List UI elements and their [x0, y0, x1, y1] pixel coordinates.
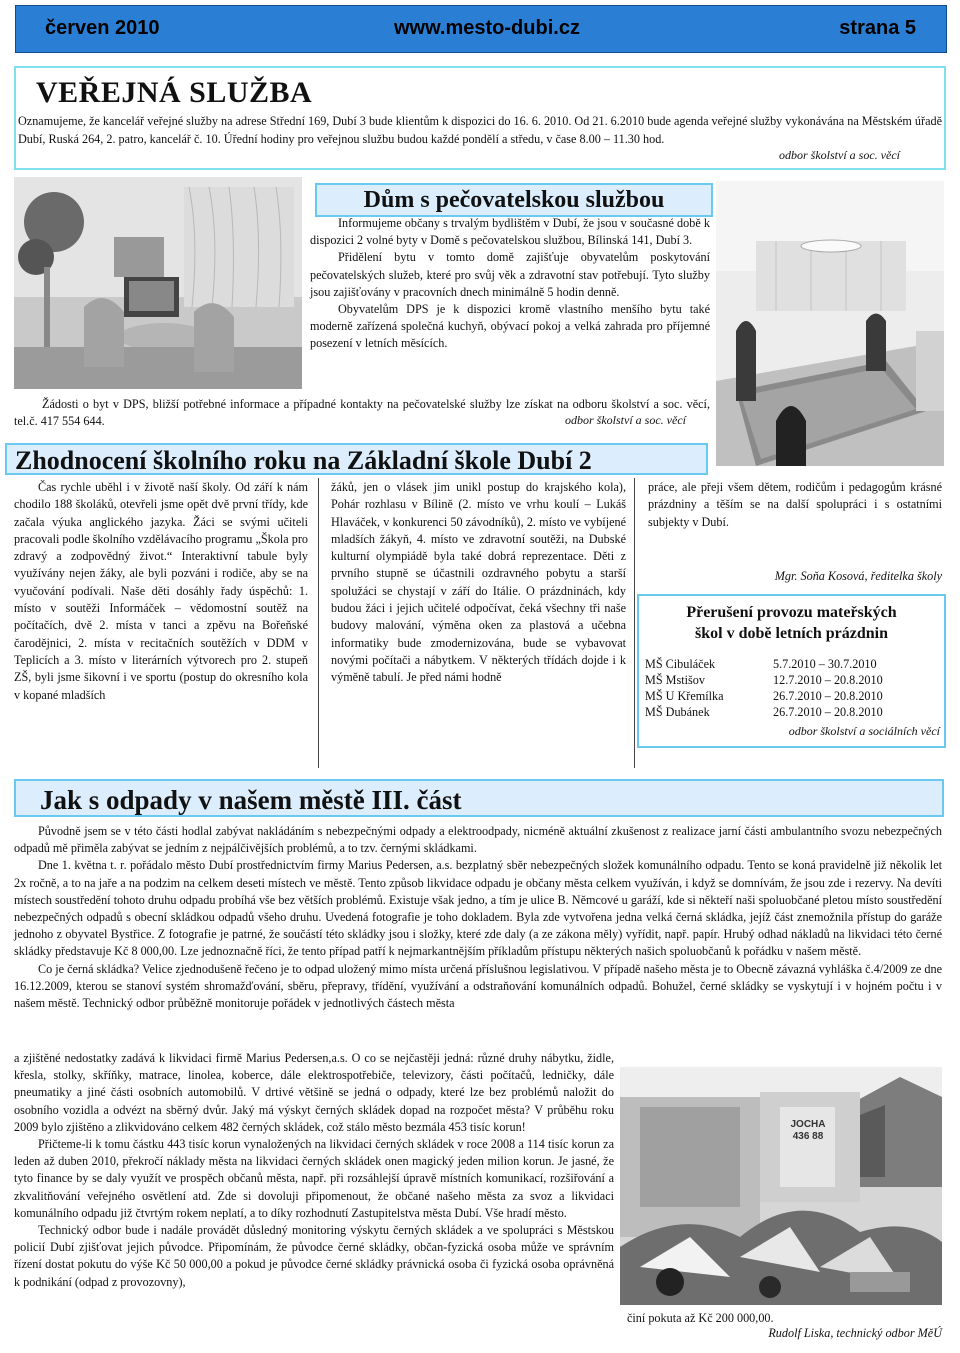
odpady-paragraph-3a: Co je černá skládka? Velice zjednodušeně řečeno je to odpad uložený mimo místa určená příslušnou legislativou. V případě našeho města je to Obecně závazná vyhláška č.4/2009 ze dne 16.12.2009, kterou se stanoví systém shromažďování, sběru, přepravy, třídění, využívání a odstraňování komunálních odpadů. Bohužel, černé skládky se vyskytují i v hojném počtu i v našem městě. Technický odbor průběžně monitoruje pořádek v jednotlivých částech města: [14, 961, 942, 1011]
school-title: [5, 443, 708, 475]
dps-paragraph-2: Přidělení bytu v tomto domě zajišťuje obyvatelům poskytování pečovatelských služeb, které pro svůj věk a zdravotní stav potřebují. Tyto služby jsou zajišťovány v pracovních dnech minimálně 5 hodin denně.: [310, 250, 710, 299]
ms-signature: odbor školství a sociálních věcí: [788, 724, 940, 738]
odpady-paragraph-3b: a zjištěné nedostatky zadává k likvidaci firmě Marius Pedersen,a.s. O co se nejčastěji jedná: různé druhy nábytku, židle, křesla, stolky, skříňky, matrace, linolea, koberce, dále elektrospotřebiče, televizory, části počítačů, ledničky, dále pneumatiky a jiné části osobních automobilů. V drtivé většině se jedná o odpady, které lze bez problémů naložit do osobního vozidla a odvézt na sběrný dvůr. Jaký má výskyt černých skládek dopad na rozpočet města? V průběhu roku 2009 bylo zjištěno a zlikvidováno celkem 482 černých skládek, což stálo město bezmála 453 tisíc korun!: [14, 1051, 614, 1134]
website-url[interactable]: www.mesto-dubi.cz: [394, 17, 580, 39]
ms-name: MŠ Dubánek: [645, 705, 710, 719]
odpady-title: [14, 779, 944, 817]
school-column-2: žáků, jen o vlásek jim unikl postup do krajského kola), Pohár rozhlasu v Bílině (2. místo ve vrhu koulí – Lukáš Hlaváček, v konkurenci 50 závodníků), 2. místo ve vybíjené mladších žákyň, 4. místo ve zdravotní soutěži, na Dubské kulturní olympiádě byla také dobrá reprezentace. Děti z prvního stupně se účastnili ozdravného pobytu a starší spolužáci se chystají v září do Itálie. O prázdninách, kdy budou žáci i jejich učitelé odpočívat, čeká všechny tři naše budovy malování, výměna oken za plastová a učebna informatiky bude zmodernizována, bude se vybavovat novými počítači a nábytkem. V některých třídách dojde i k výměně tabulí. Je před námi hodně: [331, 480, 626, 685]
column-divider: [318, 478, 319, 768]
illegal-dump-photo: [620, 1067, 942, 1305]
odpady-body-top: [14, 823, 942, 1012]
garage-sign: JOCHA 436 88: [790, 1119, 826, 1142]
table-row: [645, 688, 887, 704]
page-number: strana 5: [839, 17, 916, 39]
ms-name: MŠ Mstišov: [645, 673, 705, 687]
dps-title-text: Dům s pečovatelskou službou: [363, 187, 665, 213]
dps-room-photo: [14, 177, 302, 389]
ms-dates: 12.7.2010 – 20.8.2010: [773, 673, 883, 687]
school-column-3: práce, ale přeji všem dětem, rodičům i pedagogům krásné prázdniny a těším se na další spolupráci i s ostatními subjekty v Dubí.: [648, 480, 942, 529]
school-title-text: Zhodnocení školního roku na Základní škole Dubí 2: [15, 446, 592, 475]
odpady-signature: Rudolf Liska, technický odbor MěÚ: [768, 1326, 942, 1340]
odpady-paragraph-4: Přičteme-li k tomu částku 443 tisíc korun vynaložených na likvidaci černých skládek v roce 2008 a 114 tisíc korun za leden až duben 2010, překročí náklady města na likvidaci černých skládek onen magický jeden milion korun. Je jasné, že tyto finance by se daly využít ve prospěch občanů města, např. při rozsáhlejší úpravě místních komunikací, rozšiřování a zkvalitňování veřejného osvětlení atd. Zde si dovoluji připomenout, že občané našeho města za svoz a likvidaci komunálního odpadu již čtvrtým rokem neplatí, a to díky rozhodnutí Zastupitelstva města Dubí. Vše hradí město.: [14, 1137, 614, 1220]
column-divider-2: [634, 478, 635, 768]
odpady-paragraph-1: Původně jsem se v této části hodlal zabývat nakládáním s nebezpečnými odpady a elektroodpady, nicméně aktuální zkušenost z realizace jarní části ambulantního svozu nebezpečných odpadů mě přiměla zabývat se jedním z nejpálčivějších problémů, a to tzv. černými skládkami.: [14, 824, 942, 856]
dps-dining-photo: [716, 181, 944, 466]
odpady-title-text: Jak s odpady v našem městě III. část: [40, 785, 462, 815]
dps-paragraph-3: Obyvatelům DPS je k dispozici kromě vlastního menšího bytu také moderně zařízená společná kuchyň, obývací pokoj a velká zahrada pro příjemné posezení v letních měsících.: [310, 302, 710, 351]
odpady-body-left: [14, 1050, 614, 1291]
ms-name: MŠ U Křemílka: [645, 689, 724, 703]
verejna-sluzba-text: Oznamujeme, že kancelář veřejné služby na adrese Střední 169, Dubí 3 bude klientům k dispozici do 16. 6. 2010. Od 21. 6.2010 bude agenda veřejné služby vykonávána na Městském úřadě Dubí, Ruská 264, 2. patro, kancelář č. 10. Úřední hodiny pro veřejnou službu budou každé pondělí a středu, v čase 8.00 – 11.30 hod.: [18, 114, 942, 146]
odpady-paragraph-5b: činí pokuta až Kč 200 000,00.: [627, 1311, 774, 1325]
verejna-sluzba-signature: odbor školství a soc. věcí: [779, 148, 900, 162]
verejna-sluzba-title: VEŘEJNÁ SLUŽBA: [36, 76, 313, 109]
table-row: [645, 672, 887, 688]
odpady-paragraph-5a: Technický odbor bude i nadále provádět důsledný monitoring výskytu černých skládek a ve spolupráci s Městskou policií Dubí zjišťovat jejich původce. Připomínám, že původce černé skládky, občan-fyzická osoba může ve správním řízení dostat pokutu do výše Kč 50 000,00 a pokud je původce černé skládky právnická osoba či fyzická osoba oprávněná k podnikání (odpad z provozovny),: [14, 1223, 614, 1289]
odpady-paragraph-2: Dne 1. května t. r. pořádalo město Dubí prostřednictvím firmy Marius Pedersen, a.s. bezplatný sběr nebezpečných složek komunálního odpadu. Tento se koná pravidelně již několik let 2x ročně, a to na jaře a na podzim na celkem deseti místech ve městě. Tento způsob likvidace odpadu je občany města celkem využíván, i když se domnívám, že jsou zde i rezervy. Na devíti místech soustředění tohoto druhu odpadu probíhá vše bez větších problémů. Existuje však jedno, a tím je ulice B. Němcové u garáží, kde si někteří naši spoluobčané pletou místo soustředění nebezpečných odpadů s obecní skládkou odpadů všeho druhu. Uvedená fotografie je toho dokladem. Byla zde vytvořena jedna velká černá skládka, jejíž část znemožnila přístup do garáže jednoho z obyvatel Bystřice. Z fotografie je patrné, že součástí této skládky jsou i složky, které zde daly (a ze zákona měly) vyřídit, např. papír. Hrubý odhad nákladů na likvidaci této černé skládky představuje Kč 8 000,00. Lze jednoznačně říci, že tento případ patří k nejmarkantnějším příkladům přístupu některých našich spoluobčanů k pořádku v našem městě.: [14, 858, 942, 959]
school-signature: Mgr. Soňa Kosová, ředitelka školy: [774, 569, 942, 583]
ms-closure-box: [637, 594, 946, 748]
ms-name: MŠ Cibuláček: [645, 657, 716, 671]
dps-signature: odbor školství a soc. věcí: [565, 413, 686, 427]
ms-dates: 5.7.2010 – 30.7.2010: [773, 657, 877, 671]
ms-dates: 26.7.2010 – 20.8.2010: [773, 689, 883, 703]
page-header: [15, 5, 947, 53]
table-row: [645, 704, 887, 720]
dps-body: [310, 215, 710, 353]
school-column-1: Čas rychle uběhl i v životě naší školy. Od září k nám chodilo 188 školáků, otevřeli jsme opět dvě první třídy, kde začala výuka anglického jazyka. Žáci se svými učiteli pracovali podle školního vzdělávacího programu „Škola pro zdravý a zodpovědný život.“ Interaktivní tabule byly využívány nejen žáky, ale byli pozváni i rodiče, aby se na vyučování podívali. Naše děti dosáhly řady úspěchů: 1. místo v soutěži Informáček – vědomostní soutěž na počítačích, dvě 2. místa v tanci a zpěvu na Bořeňské čarodějnici, 2. místa v recitačních soutěžích v DDM v Teplicích a 3. místo v literárních výtvorech pro 2. stupeň ZŠ, byli jsme šikovní i ve sportu (postup do okresního kola v kopané mladších: [14, 480, 308, 702]
table-row: [645, 656, 887, 672]
issue-date: červen 2010: [45, 17, 160, 39]
ms-title-line-2: škol v době letních prázdnin: [695, 625, 888, 642]
ms-closure-table: [645, 656, 887, 720]
dps-paragraph-1: Informujeme občany s trvalým bydlištěm v Dubí, že jsou v současné době k dispozici 2 volné byty v Domě s pečovatelskou službou, Bílinská 141, Dubí 3.: [310, 216, 710, 248]
verejna-sluzba-box: [14, 66, 946, 170]
dps-title: [315, 183, 713, 217]
ms-title-line-1: Přerušení provozu mateřských: [686, 604, 897, 621]
dps-paragraph-4: Žádosti o byt v DPS, bližší potřebné informace a případné kontakty na pečovatelské služby lze získat na odboru školství a soc. věcí, tel.č. 417 554 644.: [14, 397, 710, 429]
ms-dates: 26.7.2010 – 20.8.2010: [773, 705, 883, 719]
